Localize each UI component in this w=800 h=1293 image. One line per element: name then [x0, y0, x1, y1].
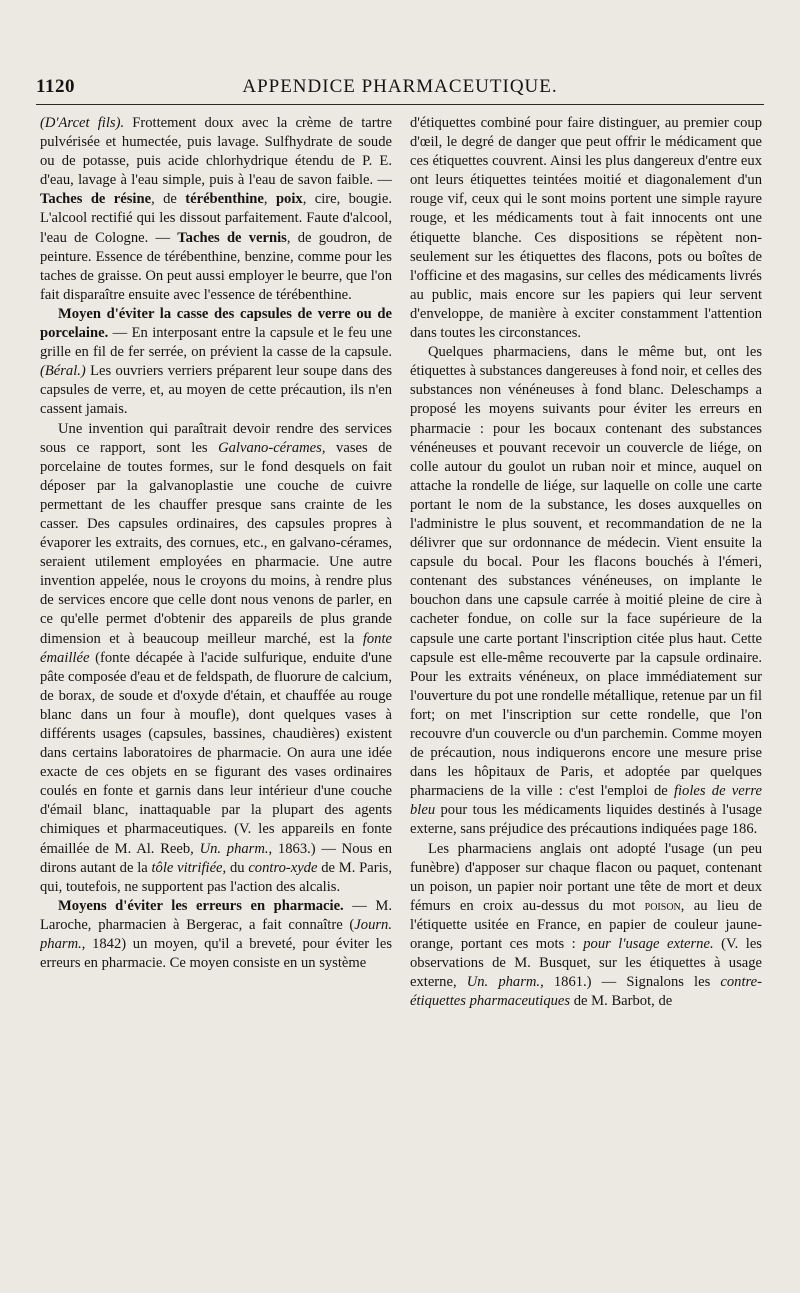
right-column — [410, 114, 762, 1224]
paragraph-stain-removal: (D'Arcet fils). Frottement doux avec la crème de tartre pulvérisée et humectée, puis lavage. Sulfhydrate de soude ou de potasse, puis acide chlorhydrique étendu de P. E. d'eau, lavage à l'eau simple, puis à l'eau de savon faible. — Taches de résine, de térébenthine, poix, cire, bougie. L'alcool rectifié qui les dissout parfaitement. Faute d'alcool, l'eau de Cologne. — Taches de vernis, de goudron, de peinture. Essence de térébenthine, benzine, comme pour les taches de graisse. On peut aussi employer le beurre, que l'on fait disparaître ensuite avec l'essence de térébenthine. — [40, 115, 392, 303]
paragraph-labels-system: d'étiquettes combiné pour faire distinguer, au premier coup d'œil, le degré de danger que peut offrir le médicament que ces étiquettes couvrent. Ainsi les plus dangereux d'entre eux ont leurs étiquettes teintées moitié et diagonalement d'un rouge vif, ceux qui le sont moins portent une simple rayure rouge, et les médicaments tout à fait innocents ont une étiquette blanche. Ces dispositions se répètent non-seulement sur les étiquettes des flacons, pots ou boîtes de l'officine et des magasins, sur celles des médicaments livrés au public, mais encore sur les papiers qui leur servent d'enveloppe, de manière à exciter constamment l'attention dans toutes les circonstances. — [410, 115, 762, 342]
page-number: 1120 — [36, 76, 75, 97]
paragraph-english-pharmacists: Les pharmaciens anglais ont adopté l'usage (un peu funèbre) d'apposer sur chaque flacon ou paquet, contenant un poison, un papier noir portant une tête de mort et deux fémurs en croix au-dessus du mot poison, au lieu de l'étiquette usitée en France, en papier de couleur jaune-orange, portant ces mots : pour l'usage externe. (V. les observations de M. Busquet, sur les étiquettes à usage externe, Un. pharm., 1861.) — Signalons les contre-étiquettes pharmaceutiques de M. Barbot, de — [410, 840, 762, 1010]
paragraph-poison-containers: Quelques pharmaciens, dans le même but, ont les étiquettes à substances dangereuses à fond noir, et celles des substances non vénéneuses à fond blanc. Deleschamps a proposé les moyens suivants pour éviter les erreurs en pharmacie : pour les bocaux contenant des substances vénéneuses et pouvant recevoir un couvercle de liége, on colle autour du goulot un ruban noir et mince, auquel on attache la rondelle de liége, sur laquelle on colle une carte portant le nom de la substance, les doses auxquelles on l'administre le plus souvent, et recommandation de ne la délivrer que sur ordonnance de médecin. Vient ensuite la capsule du bocal. Pour les flacons bouchés à l'émeri, contenant des substances vénéneuses, on implante le bouchon dans une capsule carrée à moitié pleine de cire à cacheter fondue, on colle sur la face supérieure de la capsule une carte portant l'inscription citée plus haut. Cette capsule est elle-même recouverte par la capsule ordinaire. Pour les extraits vénéneux, on place immédiatement sur l'ouverture du pot une rondelle métallique, retenue par un fil fort; on met l'inscription sur cette rondelle, que l'on recouvre d'un couvercle ou d'un parchemin. Comme moyen de précaution, nous indiquerons encore une mesure prise dans les hôpitaux de Paris, et adoptée par quelques pharmaciens de la ville : c'est l'emploi de fioles de verre bleu pour tous les médicaments liquides destinés à l'usage externe, sans préjudice des précautions indiquées page 186. — [410, 344, 762, 838]
section-heading: Moyens d'éviter les erreurs en pharmacie. — [58, 897, 344, 914]
paragraph-capsule-breakage: Moyen d'éviter la casse des capsules de verre ou de porcelaine. — En interposant entre la capsule et le feu une grille en fil de fer serrée, on prévient la casse de la capsule. (Béral.) Les ouvriers verriers préparent leur soupe dans des capsules de verre, et, au moyen de cette précaution, ils n'en cassent jamais. — [40, 305, 392, 418]
section-heading: Moyen d'éviter la casse des capsules de verre ou de porcelaine. — [40, 305, 392, 342]
paragraph-galvano-ceramics: Une invention qui paraîtrait devoir rendre des services sous ce rapport, sont les Galvano-cérames, vases de porcelaine de toutes formes, sur le fond desquels on fait déposer par la galvanoplastie une couche de cuivre permettant de les chauffer presque sans crainte de les casser. Des capsules ordinaires, des capsules propres à évaporer les extraits, des cornues, etc., en galvano-cérames, seraient utilement employées en pharmacie. Une autre invention appelée, nous le croyons du moins, à rendre plus de services encore que celle dont nous venons de parler, en ce qu'elle permet d'obtenir des appareils de plus grande dimension et à beaucoup meilleur marché, est la fonte émaillée (fonte décapée à l'acide sulfurique, enduite d'une pâte composée d'eau et de feldspath, de fluorure de calcium, de borax, de soude et d'oxyde d'étain, et chauffée au rouge blanc dans un four à moufle), dont quelques vases à différents usages (capsules, bassines, chaudières) existent dans certains laboratoires de pharmacie. On aura une idée exacte de ces objets en se figurant des vases ordinaires coulés en fonte et garnis dans leur intérieur d'une couche d'émail blanc, inattaquable par la plupart des agents chimiques et pharmaceutiques. (V. les appareils en fonte émaillée de M. Al. Reeb, Un. pharm., 1863.) — Nous en dirons autant de la tôle vitrifiée, du contro-xyde de M. Paris, qui, toutefois, ne supportent pas l'action des alcalis. — [40, 420, 392, 895]
left-column — [40, 114, 392, 1224]
page-header — [36, 76, 764, 102]
running-title: APPENDICE PHARMACEUTIQUE. — [242, 76, 558, 97]
paragraph-avoiding-errors: Moyens d'éviter les erreurs en pharmacie. — M. Laroche, pharmacien à Bergerac, a fait connaître (Journ. pharm., 1842) un moyen, qu'il a breveté, pour éviter les erreurs en pharmacie. Ce moyen consiste en un système — [40, 897, 392, 972]
header-rule — [36, 104, 764, 105]
